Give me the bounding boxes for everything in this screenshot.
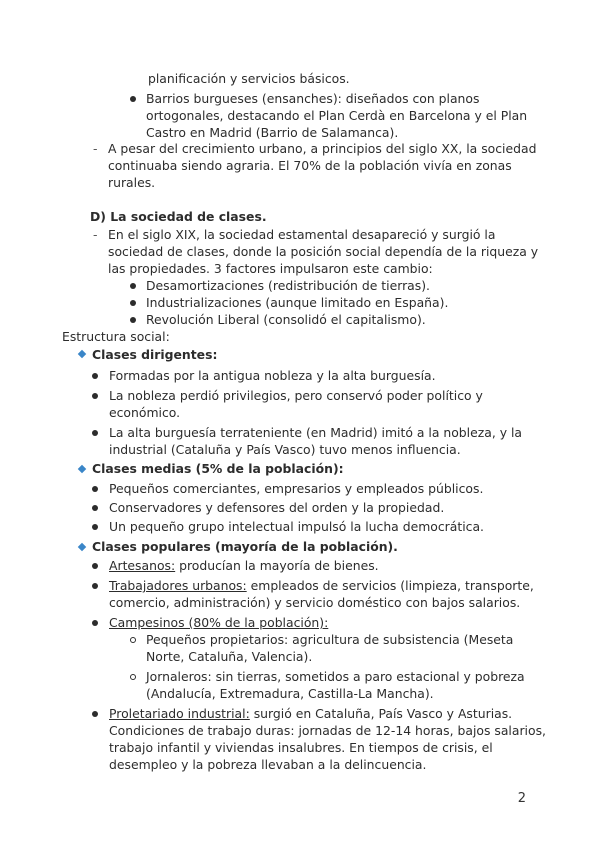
- bullet-circle-icon: [130, 637, 136, 643]
- term-label: Proletariado industrial:: [109, 706, 250, 721]
- term-label: Campesinos (80% de la población):: [109, 615, 329, 630]
- text-line: Castro en Madrid (Barrio de Salamanca).: [146, 125, 399, 140]
- diamond-bullet-icon: [78, 543, 86, 551]
- text-line: A pesar del crecimiento urbano, a principios del siglo XX, la sociedad: [108, 141, 537, 156]
- text-line: ortogonales, destacando el Plan Cerdà en Barcelona y el Plan: [146, 108, 528, 123]
- class-heading: Clases dirigentes:: [92, 347, 218, 362]
- text-line: Un pequeño grupo intelectual impulsó la lucha democrática.: [109, 519, 484, 534]
- text-line: Desamortizaciones (redistribución de tierras).: [146, 278, 430, 293]
- section-heading: D) La sociedad de clases.: [90, 209, 267, 224]
- subheading: Estructura social:: [62, 329, 170, 344]
- text-line: industrial (Cataluña y País Vasco) tuvo menos influencia.: [109, 442, 461, 457]
- bullet-dot-icon: [130, 317, 136, 323]
- bullet-dot-icon: [92, 620, 98, 626]
- bullet-dot-icon: [130, 96, 136, 102]
- term-text: empleados de servicios (limpieza, transporte,: [246, 578, 534, 593]
- text-line: trabajo infantil y viviendas insalubres. En tiempos de crisis, el: [109, 740, 493, 755]
- text-line: [109, 577, 534, 594]
- bullet-dot-icon: [92, 711, 98, 717]
- text-line: La nobleza perdió privilegios, pero conservó poder político y: [109, 388, 483, 403]
- bullet-circle-icon: [130, 674, 136, 680]
- bullet-dot-icon: [92, 393, 98, 399]
- bullet-dot-icon: [92, 524, 98, 530]
- class-heading: Clases medias (5% de la población):: [92, 461, 344, 476]
- text-line: La alta burguesía terrateniente (en Madrid) imitó a la nobleza, y la: [109, 425, 522, 440]
- text-line: planificación y servicios básicos.: [148, 71, 350, 86]
- text-line: sociedad de clases, donde la posición social dependía de la riqueza y: [108, 244, 539, 259]
- diamond-bullet-icon: [78, 465, 86, 473]
- bullet-dot-icon: [130, 283, 136, 289]
- text-line: Conservadores y defensores del orden y la propiedad.: [109, 500, 445, 515]
- bullet-dot-icon: [92, 430, 98, 436]
- dash-marker: -: [93, 141, 98, 156]
- text-line: Condiciones de trabajo duras: jornadas de 12-14 horas, bajos salarios,: [109, 723, 546, 738]
- diamond-bullet-icon: [78, 350, 86, 358]
- text-line: desempleo y la pobreza llevaban a la delincuencia.: [109, 757, 427, 772]
- term-label: Trabajadores urbanos:: [109, 578, 247, 593]
- bullet-dot-icon: [92, 583, 98, 589]
- text-line: comercio, administración) y servicio doméstico con bajos salarios.: [109, 595, 521, 610]
- text-line: Pequeños propietarios: agricultura de subsistencia (Meseta: [146, 632, 514, 647]
- term-label: Artesanos:: [109, 558, 176, 573]
- text-line: económico.: [109, 405, 181, 420]
- text-line: Industrializaciones (aunque limitado en España).: [146, 295, 449, 310]
- page-number: 2: [517, 791, 526, 806]
- term-text: surgió en Cataluña, País Vasco y Asturias.: [249, 706, 513, 721]
- text-line: Barrios burgueses (ensanches): diseñados con planos: [146, 91, 480, 106]
- dash-marker: -: [93, 227, 98, 242]
- bullet-dot-icon: [130, 300, 136, 306]
- term-text: producían la mayoría de bienes.: [175, 558, 379, 573]
- bullet-dot-icon: [92, 373, 98, 379]
- text-line: [109, 557, 379, 574]
- text-line: las propiedades. 3 factores impulsaron este cambio:: [108, 261, 433, 276]
- text-line: Pequeños comerciantes, empresarios y empleados públicos.: [109, 481, 484, 496]
- text-line: [109, 705, 512, 722]
- text-line: rurales.: [108, 175, 156, 190]
- text-line: continuaba siendo agraria. El 70% de la población vivía en zonas: [108, 158, 512, 173]
- text-line: Formadas por la antigua nobleza y la alta burguesía.: [109, 368, 436, 383]
- text-line: (Andalucía, Extremadura, Castilla-La Mancha).: [146, 686, 434, 701]
- text-line: Jornaleros: sin tierras, sometidos a paro estacional y pobreza: [146, 669, 525, 684]
- text-line: En el siglo XIX, la sociedad estamental desapareció y surgió la: [108, 227, 496, 242]
- bullet-dot-icon: [92, 563, 98, 569]
- text-line: Revolución Liberal (consolidó el capitalismo).: [146, 312, 426, 327]
- text-line: Norte, Cataluña, Valencia).: [146, 649, 313, 664]
- bullet-dot-icon: [92, 505, 98, 511]
- class-heading: Clases populares (mayoría de la población).: [92, 539, 398, 554]
- bullet-dot-icon: [92, 486, 98, 492]
